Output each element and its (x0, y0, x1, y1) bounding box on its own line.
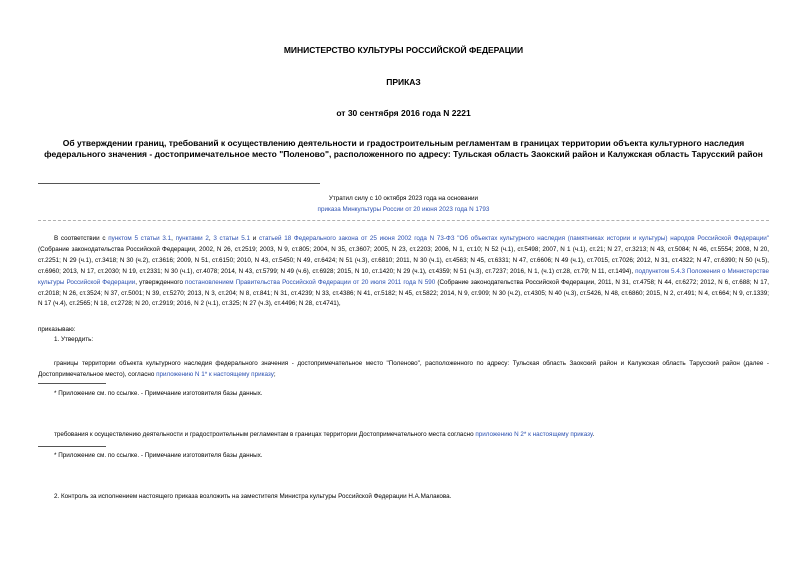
order-word: приказываю: (38, 326, 76, 333)
regulation-link[interactable]: подпунктом 5.4.3 Положения о Министерстве культуры Российской Федерации (38, 267, 769, 286)
item-1-label: 1. Утвердить: (54, 336, 94, 343)
preamble-text: , (171, 235, 176, 242)
bounds-paragraph (38, 359, 769, 381)
preamble-text: , утвержденного (135, 278, 186, 286)
law-link-points-2[interactable]: пунктами 2 (175, 235, 209, 242)
status-line-1: Утратил силу с 10 октября 2023 года на основании (328, 195, 479, 202)
bounds-text: границы территории объекта культурного наследия федерального значения - достопримечательное место "Поленово", расположенного по адресу: Тульская область Заокский район и Калужская область Тарусский район (далее - Достопримечательное место), согласно (38, 360, 769, 378)
preamble-text: , (208, 235, 214, 242)
footnote-2: * Приложение см. по ссылке. - Примечание изготовителя базы данных. (54, 452, 263, 459)
preamble-text: В соответствии с (54, 235, 109, 242)
requirements-end: . (592, 431, 595, 438)
law-link-article-3-1[interactable]: пунктом 5 статьи 3.1 (108, 235, 172, 242)
preamble-text: (Собрание законодательства Российской Федерации, 2002, N 26, ст.2519; 2003, N 9, ст.805; 2004, N 35, ст.3607; 2005, N 23, ст.2203; 2006, N 1, ст.10; N 52 (ч.1), ст.5498; 2007, N 1 (ч.1), ст.21; N 27, ст.3213; N 43, ст.5084; N 46, ст.5554; 2008, N 20, ст.2251; N 29 (ч.1), ст.3418; N 30 (ч.2), ст.3616; 2009, N 51, ст.6150; 2010, N 43, ст.5450; N 49, ст.6424; N 51 (ч.3), ст.6810; 2011, N 30 (ч.1), ст.4563; N 45, ст.6331; N 47, ст.6606; N 49 (ч.1), ст.7015, ст.7026; 2012, N 31, ст.4322; N 47, ст.6390; N 50 (ч.5), ст.6960; 2013, N 17, ст.2030; N 19, ст.2331; N 30 (ч.1), ст.4078; 2014, N 43, ст.5799; N 49 (ч.6), ст.6928; 2015, N 10, ст.1420; N 29 (ч.1), ст.4359; N 51 (ч.3), ст.7237; 2016, N 1, (ч.1) ст.28, ст.79; N 11, ст.1494), (38, 245, 769, 275)
footnote-1: * Приложение см. по ссылке. - Примечание изготовителя базы данных. (54, 390, 263, 397)
requirements-text: требования к осуществлению деятельности и градостроительным регламентам в границах территории Достопримечательного места согласно (54, 431, 476, 438)
ministry-heading: МИНИСТЕРСТВО КУЛЬТУРЫ РОССИЙСКОЙ ФЕДЕРАЦИИ (283, 45, 524, 55)
bounds-end: ; (273, 370, 276, 378)
status-repeal-link[interactable]: приказа Минкультуры России от 20 июня 2023 года N 1793 (317, 205, 490, 213)
status-note (0, 194, 807, 216)
document-date: от 30 сентября 2016 года N 2221 (336, 108, 471, 118)
preamble-text: и (250, 235, 259, 242)
appendix-2-link[interactable]: приложению N 2* к настоящему приказу (475, 431, 593, 438)
law-link-article-5-1[interactable]: 3 статьи 5.1 (213, 235, 251, 242)
law-link-73-fz[interactable]: статьей 18 Федерального закона от 25 июня 2002 года N 73-ФЗ "Об объектах культурного наследия (памятниках истории и культуры) народов Российской Федерации" (258, 235, 769, 242)
preamble-paragraph (38, 234, 769, 310)
preamble-text: (Собрание законодательства Российской Федерации, 2011, N 31, ст.4758; N 44, ст.6272; 2012, N 6, ст.688; N 17, ст.2018; N 26, ст.3524; N 37, ст.5001; N 39, ст.5270; 2013, N 3, ст.204; N 8, ст.841; N 31, ст.4239; N 33, ст.4386; N 41, ст.5182; N 45, ст.5822; 2014, N 9, ст.909; N 30 (ч.2), ст.4305; N 40 (ч.3), ст.5426, N 48, ст.6860; 2015, N 2, ст.491; N 4, ст.664; N 9, ст.1339; N 17 (ч.4), ст.2565; N 18, ст.2728; N 20, ст.2919; 2016, N 2 (ч.1), ст.325; N 27 (ч.3), ст.4496; N 28, ст.4741), (38, 278, 769, 308)
title-separator (38, 183, 320, 184)
item-2-paragraph: 2. Контроль за исполнением настоящего приказа возложить на заместителя Министра культуры Российской Федерации Н.А.Малакова. (54, 493, 452, 500)
appendix-1-link[interactable]: приложению N 1* к настоящему приказу (156, 370, 274, 378)
footnote-2-separator (38, 446, 106, 447)
footnote-1-separator (38, 383, 106, 384)
requirements-paragraph (54, 430, 594, 441)
document-type: ПРИКАЗ (386, 77, 421, 87)
document-title: Об утверждении границ, требований к осуществлению деятельности и градостроительным регламентам в границах территории объекта культурного наследия федерального значения - достопримечательное место "Поленово", расположенного по адресу: Тульская область Заокский район и Калужская область Тарусский район (44, 138, 763, 159)
status-separator (38, 220, 769, 221)
resolution-590-link[interactable]: постановлением Правительства Российской Федерации от 20 июля 2011 года N 590 (185, 278, 436, 286)
